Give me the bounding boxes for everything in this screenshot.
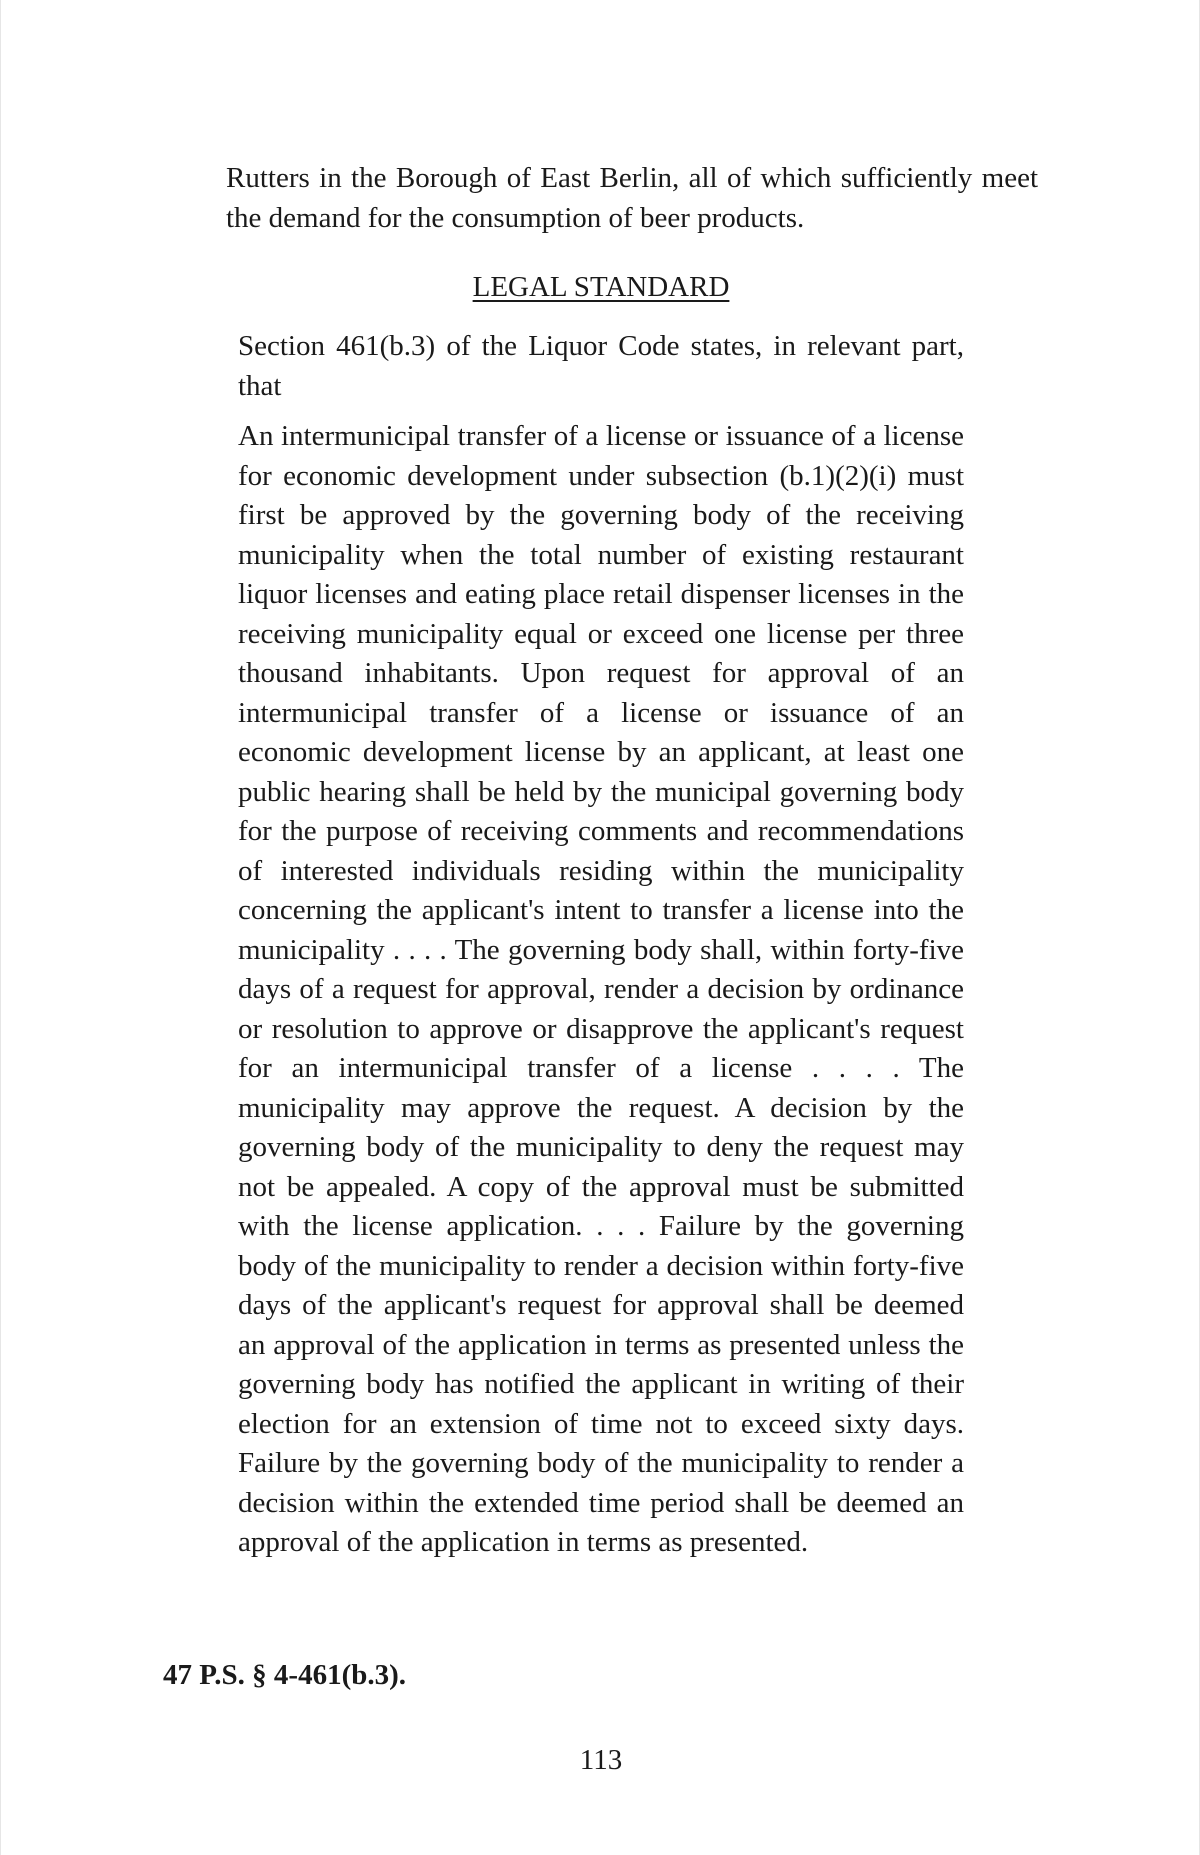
statute-block-quote: An intermunicipal transfer of a license or issuance of a license for economic development under subsection (b.1)(2)(i) must first be approved by the governing body of the receiving municipality when the total number of existing restaurant liquor licenses and eating place retail dispenser licenses in the receiving municipality equal or exceed one license per three thousand inhabitants. Upon request for approval of an intermunicipal transfer of a license or issuance of an economic development license by an applicant, at least one public hearing shall be held by the municipal governing body for the purpose of receiving comments and recommendations of interested individuals residing within the municipality concerning the applicant's intent to transfer a license into the municipality . . . . The governing body shall, within forty-five days of a request for approval, render a decision by ordinance or resolution to approve or disapprove the applicant's request for an intermunicipal transfer of a license . . . . The municipality may approve the request. A decision by the governing body of the municipality to deny the request may not be appealed. A copy of the approval must be submitted with the license application. . . . Failure by the governing body of the municipality to render a decision within forty-five days of the applicant's request for approval shall be deemed an approval of the application in terms as presented unless the governing body has notified the applicant in writing of their election for an extension of time not to exceed sixty days. Failure by the governing body of the municipality to render a decision within the extended time period shall be deemed an approval of the application in terms as presented. <box>238 420 964 1558</box>
statute-citation: 47 P.S. § 4-461(b.3). <box>163 1659 407 1691</box>
page-number: 113 <box>579 1744 623 1776</box>
intro-paragraph: Rutters in the Borough of East Berlin, all of which sufficiently meet the demand for the consumption of beer products. <box>226 162 1038 234</box>
lead-paragraph: Section 461(b.3) of the Liquor Code states, in relevant part, that <box>238 330 964 402</box>
section-heading: LEGAL STANDARD <box>472 271 730 303</box>
